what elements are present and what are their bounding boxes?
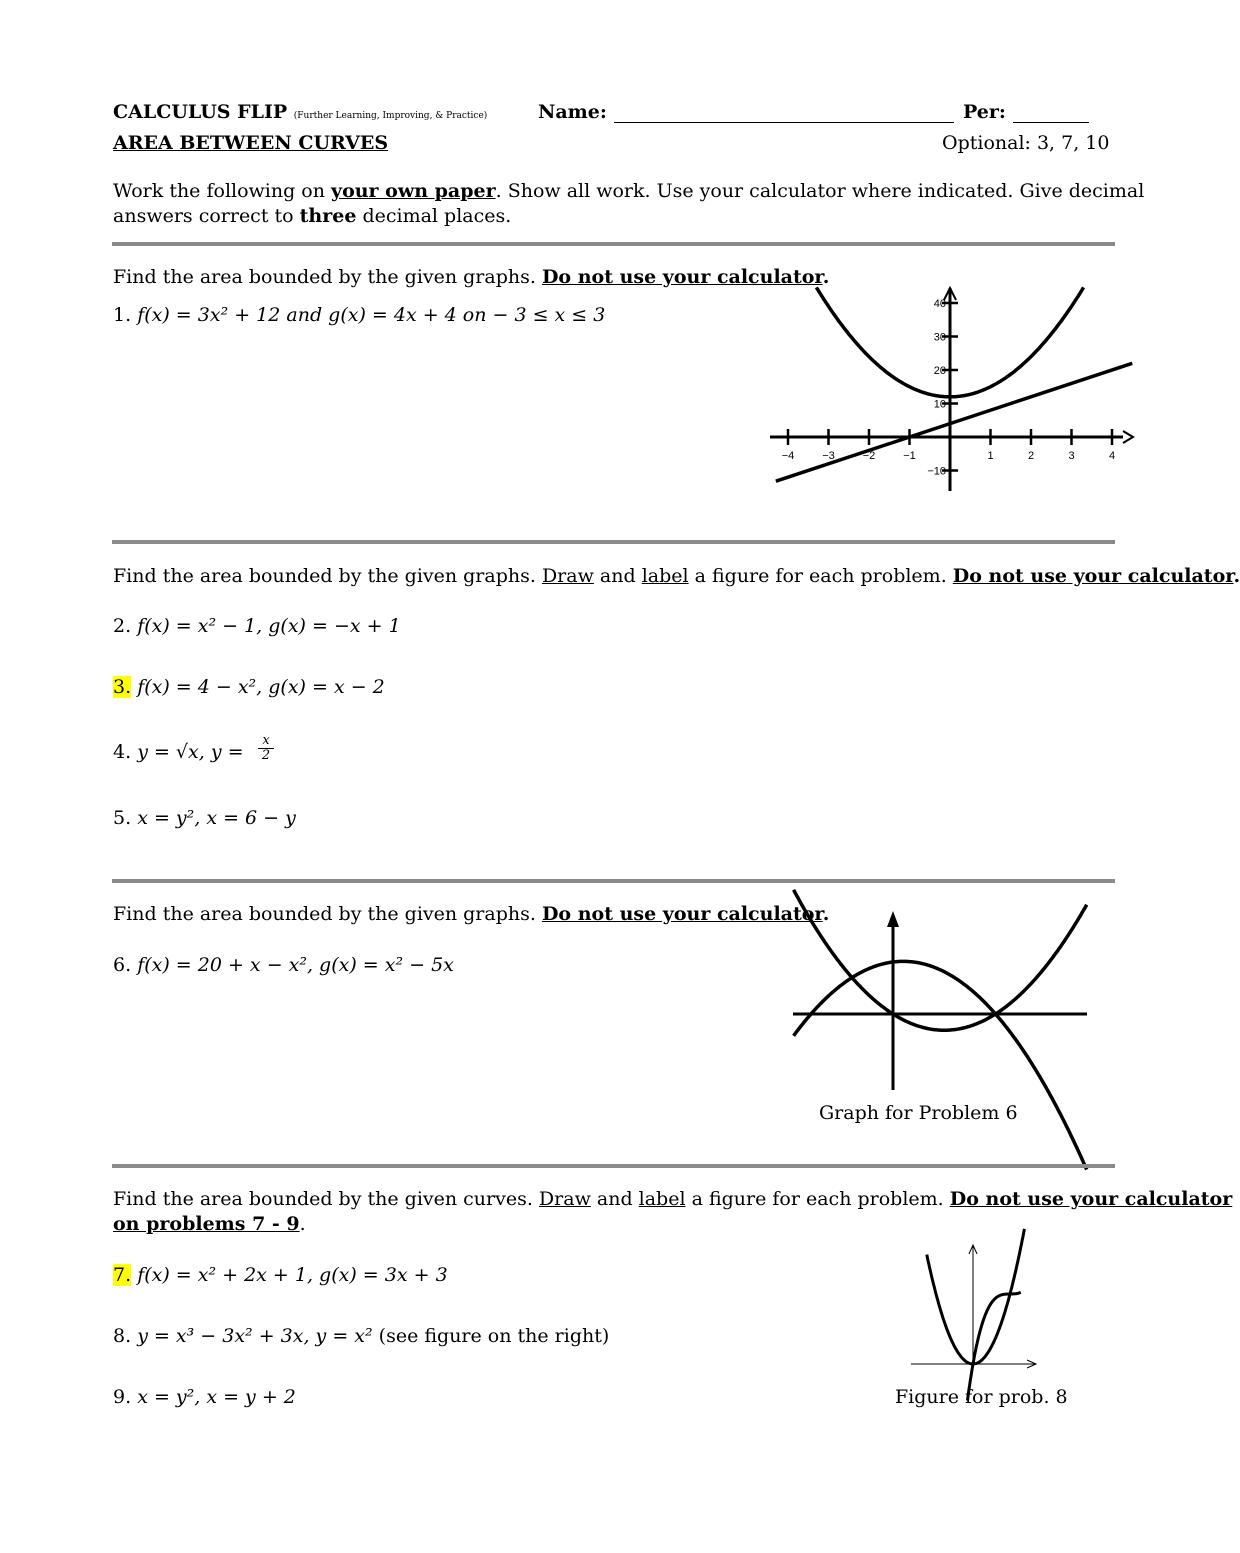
- no-calculator-4: Do not use your calculator: [949, 1188, 1233, 1210]
- y-axis-arrow: [887, 911, 899, 927]
- problem-6-caption: Graph for Problem 6: [819, 1102, 1018, 1124]
- section4-instructions-line2: on problems 7 - 9.: [113, 1213, 306, 1235]
- problem-7-highlight: 7.: [113, 1264, 132, 1286]
- problem-4: 4. y = √x, y =: [113, 741, 244, 763]
- curve-f: [794, 961, 1087, 1169]
- course-title: CALCULUS FLIP (Further Learning, Improving, & Practice): [113, 101, 488, 123]
- problem-8-caption: Figure for prob. 8: [895, 1386, 1068, 1408]
- own-paper-emphasis: your own paper: [331, 180, 496, 202]
- period-field[interactable]: [963, 101, 1089, 123]
- problem-3-highlight: 3.: [113, 676, 132, 698]
- y-tick-label: 40: [933, 298, 946, 310]
- curve-g: [794, 890, 1087, 1031]
- problem-8-figure: [905, 1240, 1045, 1375]
- problem-1-number: 1.: [113, 304, 132, 326]
- divider-4: [112, 1164, 1115, 1168]
- section4-instructions: Find the area bounded by the given curves. Draw and label a figure for each problem. Do not use your calculator: [113, 1188, 1233, 1210]
- problem-1-graph: [765, 280, 1135, 495]
- name-label: Name:: [538, 101, 607, 123]
- problem-4-fraction: x 2: [258, 734, 274, 763]
- x-tick-label: 3: [1068, 450, 1075, 462]
- x-tick-label: 2: [1027, 450, 1035, 462]
- x-tick-label: −3: [822, 450, 835, 462]
- problem-7: 7. f(x) = x² + 2x + 1, g(x) = 3x + 3: [113, 1264, 448, 1286]
- no-calculator-1: Do not use your calculator: [541, 266, 823, 288]
- x-tick-label: −1: [903, 450, 916, 462]
- problem-5: 5. x = y², x = 6 − y: [113, 807, 296, 829]
- x-axis-arrow: [1123, 431, 1133, 443]
- x-tick-label: 1: [987, 450, 994, 462]
- per-label: Per:: [963, 101, 1006, 123]
- divider-2: [112, 540, 1115, 544]
- y-tick-label: 30: [933, 331, 946, 344]
- y-tick-label: −10: [927, 465, 946, 478]
- divider-3: [112, 879, 1115, 883]
- problem-1: [113, 304, 605, 326]
- intro-line-1: Work the following on your own paper. Show all work. Use your calculator where indicated. Give decimal: [113, 180, 1145, 202]
- problem-8-note: (see figure on the right): [372, 1325, 610, 1347]
- problem-1-equation: f(x) = 3x² + 12 and g(x) = 4x + 4 on − 3 ≤ x ≤ 3: [137, 304, 606, 326]
- problem-8: 8. y = x³ − 3x² + 3x, y = x² (see figure on the right): [113, 1325, 610, 1347]
- name-field[interactable]: [538, 101, 954, 123]
- intro-line-2: answers correct to three decimal places.: [113, 205, 512, 227]
- optional-note: Optional: 3, 7, 10: [942, 132, 1110, 154]
- problem-3: 3. f(x) = 4 − x², g(x) = x − 2: [113, 676, 385, 698]
- section3-instructions: Find the area bounded by the given graphs. Do not use your calculator.: [113, 903, 830, 925]
- topic-heading: AREA BETWEEN CURVES: [113, 132, 389, 154]
- x-tick-label: −2: [862, 450, 876, 462]
- problem-9: 9. x = y², x = y + 2: [113, 1386, 296, 1408]
- name-blank[interactable]: [614, 104, 954, 123]
- per-blank[interactable]: [1013, 104, 1089, 123]
- no-calculator-3: Do not use your calculator: [541, 903, 823, 925]
- y-tick-label: 10: [933, 398, 946, 411]
- no-calculator-2: Do not use your calculator: [952, 565, 1234, 587]
- curve-cubic: [968, 1292, 1021, 1400]
- x-tick-label: −4: [781, 450, 795, 462]
- x-tick-label: 4: [1108, 450, 1116, 462]
- problem-6-graph: [790, 905, 1090, 1095]
- section2-instructions: Find the area bounded by the given graphs. Draw and label a figure for each problem. Do not use your calculator.: [113, 565, 1240, 587]
- course-subtitle: (Further Learning, Improving, & Practice): [293, 111, 488, 121]
- three-emphasis: three: [299, 205, 357, 227]
- divider-1: [112, 242, 1115, 246]
- line-g: [776, 363, 1132, 481]
- section1-instructions: Find the area bounded by the given graphs. Do not use your calculator.: [113, 266, 830, 288]
- problem-6: 6. f(x) = 20 + x − x², g(x) = x² − 5x: [113, 954, 454, 976]
- y-tick-label: 20: [933, 365, 946, 377]
- problem-2: 2. f(x) = x² − 1, g(x) = −x + 1: [113, 615, 401, 637]
